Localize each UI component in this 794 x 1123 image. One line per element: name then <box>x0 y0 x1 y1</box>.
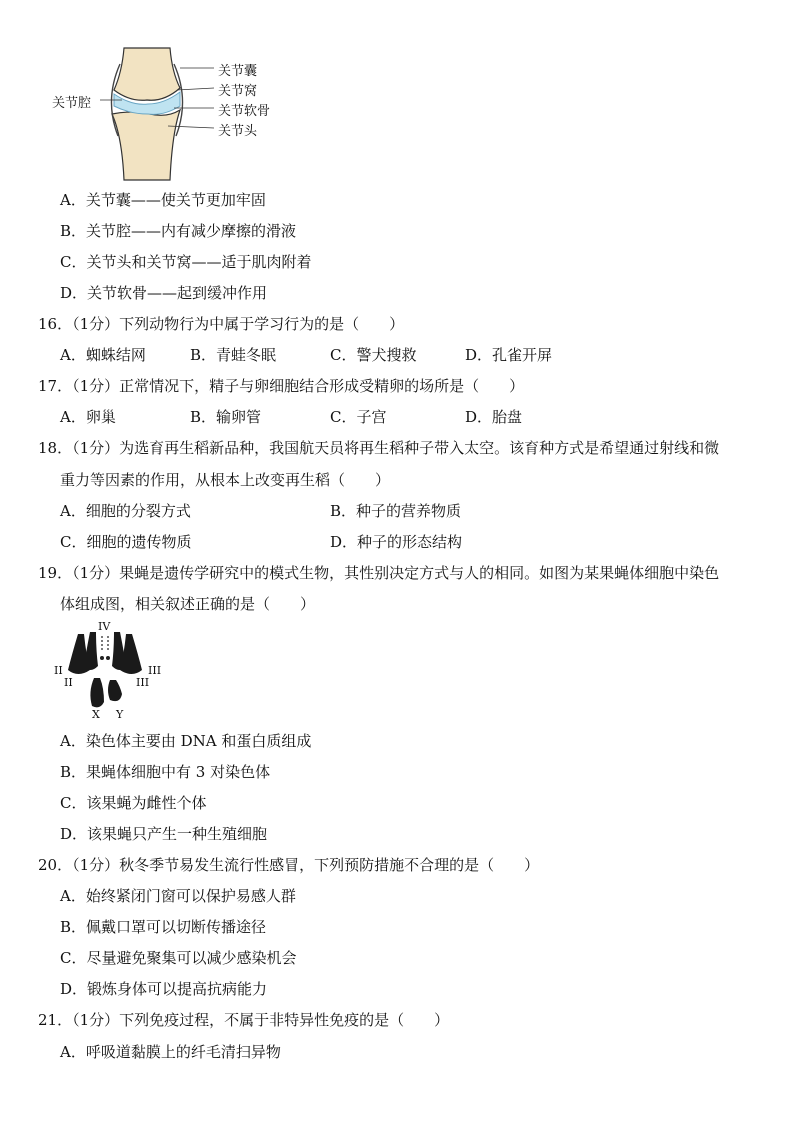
q20-option-d: D．锻炼身体可以提高抗病能力 <box>60 980 268 998</box>
q20-option-c: C．尽量避免聚集可以减少感染机会 <box>60 949 297 967</box>
q15-option-b: B．关节腔——内有减少摩擦的滑液 <box>60 222 297 240</box>
q21-stem: 21．（1分）下列免疫过程，不属于非特异性免疫的是（ ） <box>38 1011 450 1029</box>
q15-option-c: C．关节头和关节窝——适于肌肉附着 <box>60 253 312 271</box>
q16-stem: 16．（1分）下列动物行为中属于学习行为的是（ ） <box>38 315 405 333</box>
q17-option-b: B．输卵管 <box>190 408 262 426</box>
label-chrom-x: X <box>92 708 100 721</box>
label-chrom-iii-b: III <box>136 676 150 689</box>
label-chrom-y: Y <box>116 708 124 721</box>
q15-option-a: A．关节囊——使关节更加牢固 <box>60 191 266 209</box>
label-chrom-iv: IV <box>98 620 111 633</box>
q17-option-c: C．子宫 <box>330 408 387 426</box>
q16-option-b: B．青蛙冬眠 <box>190 346 277 364</box>
label-joint-capsule: 关节囊 <box>218 64 258 79</box>
q20-option-b: B．佩戴口罩可以切断传播途径 <box>60 918 267 936</box>
joint-structure-figure <box>52 44 282 184</box>
q19-option-a: A．染色体主要由 DNA 和蛋白质组成 <box>60 732 312 750</box>
label-chrom-iii-a: III <box>148 664 162 677</box>
q18-stem-line1: 18．（1分）为选育再生稻新品种，我国航天员将再生稻种子带入太空。该育种方式是希望通过射线和微 <box>38 439 720 457</box>
q16-option-d: D．孔雀开屏 <box>465 346 553 364</box>
chromosome-figure <box>50 620 170 724</box>
q18-option-c: C．细胞的遗传物质 <box>60 533 192 551</box>
q20-option-a: A．始终紧闭门窗可以保护易感人群 <box>60 887 296 905</box>
q15-option-d: D．关节软骨——起到缓冲作用 <box>60 284 268 302</box>
q19-option-b: B．果蝇体细胞中有 3 对染色体 <box>60 763 271 781</box>
q18-option-a: A．细胞的分裂方式 <box>60 502 191 520</box>
q21-option-a: A．呼吸道黏膜上的纤毛清扫异物 <box>60 1043 281 1061</box>
q18-option-d: D．种子的形态结构 <box>330 533 463 551</box>
q18-stem-line2: 重力等因素的作用，从根本上改变再生稻（ ） <box>60 471 391 489</box>
q19-stem-line2: 体组成图，相关叙述正确的是（ ） <box>60 595 316 613</box>
q19-stem-line1: 19．（1分）果蝇是遗传学研究中的模式生物，其性别决定方式与人的相同。如图为某果蝇体细胞中染色 <box>38 564 720 582</box>
label-chrom-ii-b: II <box>64 676 73 689</box>
q19-option-d: D．该果蝇只产生一种生殖细胞 <box>60 825 268 843</box>
label-joint-cavity: 关节腔 <box>52 96 92 111</box>
q17-option-a: A．卵巢 <box>60 408 116 426</box>
q19-option-c: C．该果蝇为雌性个体 <box>60 794 207 812</box>
label-joint-cartilage: 关节软骨 <box>218 104 271 119</box>
q16-option-a: A．蜘蛛结网 <box>60 346 146 364</box>
q17-option-d: D．胎盘 <box>465 408 523 426</box>
label-joint-socket: 关节窝 <box>218 84 258 99</box>
q18-option-b: B．种子的营养物质 <box>330 502 462 520</box>
q20-stem: 20．（1分）秋冬季节易发生流行性感冒，下列预防措施不合理的是（ ） <box>38 856 540 874</box>
q16-option-c: C．警犬搜救 <box>330 346 417 364</box>
label-joint-head: 关节头 <box>218 124 258 139</box>
label-chrom-ii-a: II <box>54 664 63 677</box>
q17-stem: 17．（1分）正常情况下，精子与卵细胞结合形成受精卵的场所是（ ） <box>38 377 525 395</box>
